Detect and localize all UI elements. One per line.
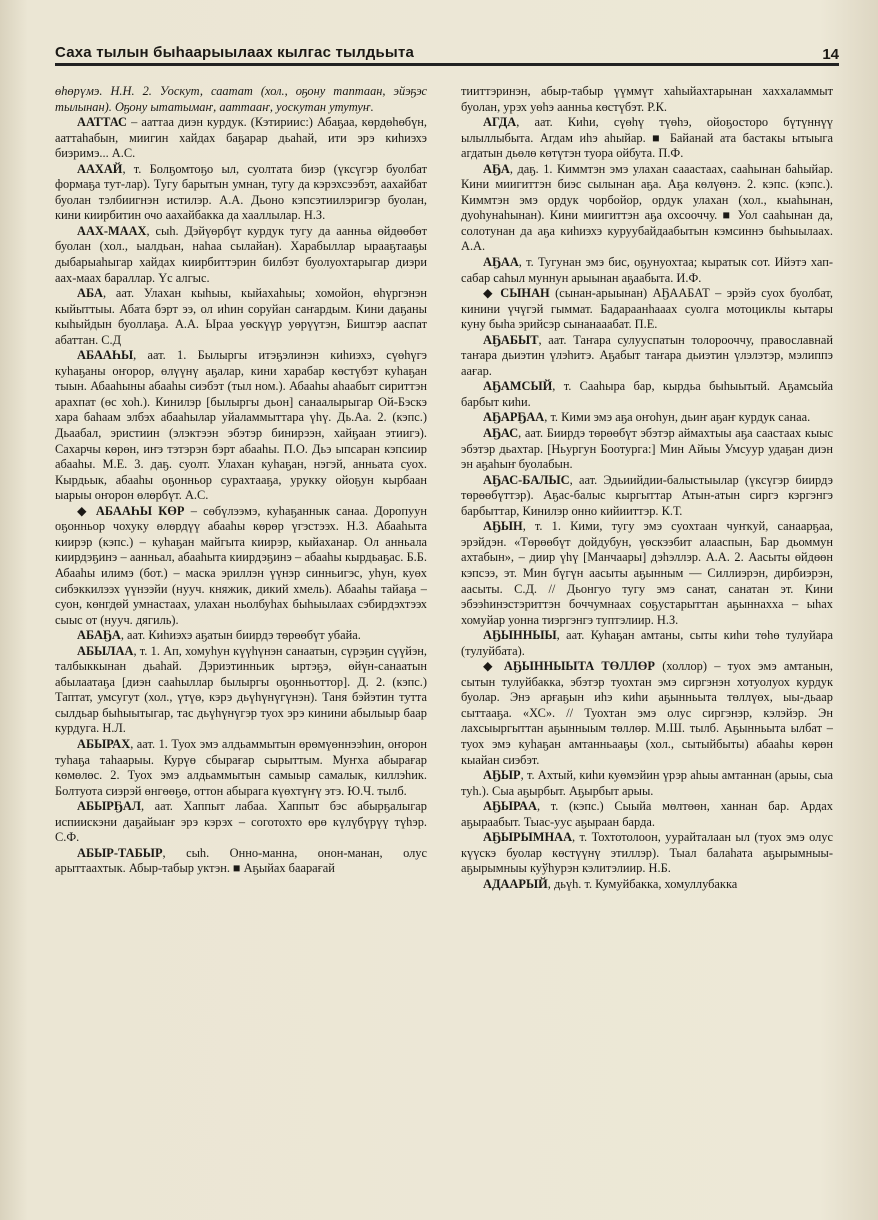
headword: АБААҺЫ (77, 348, 134, 363)
definition-text: , аат. Эдьиийдии-балыстыылар (үксүгэр биирдэ төрөөбүттэр). Аҕас-балыс кыргыттар Атын-атын сиргэ кэргэнгэ барбыттар, Кинилэр онно кийииттэр. К.Т. (461, 472, 833, 518)
headword: АҔАС-БАЛЫС (483, 472, 570, 487)
headword: ◆ АБААҺЫ КӨР (77, 503, 185, 518)
dictionary-entry (55, 628, 427, 644)
dictionary-entry (55, 846, 427, 877)
headword: АҔАБЫТ (483, 332, 539, 347)
definition-text: (холлор) – туох эмэ амтанын, сытын тулуйбакка, эбэтэр туохтан эмэ сиргэнэн хотуолуох курдук буолар. Энэ арғаҕын иһэ киһи аҕынньыта төллүөх, ыы-дьаар сыттааҕа. «ХС». // Туохтан эмэ олус сиргэнэр, кэлэйэр. Эн лахсыыргыттан аҕынныым төллөр. М.Ш. тылб. Аҕынньыта ылбат – туох эмэ куһаҕан амтанньааҕы (хол., сытыйбыты) абааһы көрөн кыайан сиэбэт. (461, 659, 833, 767)
definition-text: , т. Тохтотолоон, уурайталаан ыл (туох эмэ олус күүскэ буолар көстүүнү этиллэр). Тыал балаһата аҕырымныы-аҕырымныы куўһурэн кэлитэлиир. Н.Б. (461, 830, 833, 876)
definition-text: , аат. Улахан кыһыы, кыйахаһыы; хомойон, өһүргэнэн кыйыттыы. Абата бэрт ээ, ол иһин соруйан саҥардым. Кини даҕаны кыһыйдын буоллаҕа. А.А. Ыраа уөскүүр уөрүүтэн, Биштэр ааспат абаттан. С.Д (55, 286, 427, 347)
headword: АҔА (483, 161, 510, 176)
dictionary-entry (55, 799, 427, 846)
definition-text: , т. Ахтый, киһи куөмэйин үрэр аһыы амтаннан (арыы, сыа туһ.). Сыа аҕырбыт. Аҕырбыт арыы. (461, 768, 833, 798)
dictionary-entry (461, 877, 833, 893)
headword: АҔЫННЫЫ (483, 628, 557, 643)
page-header (55, 42, 839, 66)
dictionary-entry (55, 348, 427, 503)
definition-text: , аат. 1. Туох эмэ алдьаммытын өрөмүөннээһин, оҥорон туһаҕа таһаарыы. Курүө сбырағар сырыттым. Муҥха абырағар көмөлөс. 2. Туох эмэ алдьаммытын самыыр самалык, киллэһик. Болтуота сиэрэй өнгөөҕө, оттон абырага күөхтүҥү этэ. Ю.Ч. тылб. (55, 736, 427, 798)
dictionary-entry (461, 162, 833, 255)
dictionary-entry (55, 162, 427, 224)
headword: АБЫРҔАЛ (77, 799, 141, 814)
headword: АҔАА (483, 255, 519, 270)
dictionary-entry (461, 115, 833, 162)
headword: ААТТАС (77, 115, 127, 130)
dictionary-entry (461, 628, 833, 659)
definition-text: , аат. Хаппыт лабаа. Хаппыт бэс абырҕалыгар испиискэни даҕайыаҥ эрэ кэрэх – соготохто өрө күлүбүрүү түһэр. С.Ф. (55, 799, 427, 845)
dictionary-entry (461, 410, 833, 426)
dictionary-entry (461, 426, 833, 473)
dictionary-entry (55, 84, 427, 115)
headword: АҔАРҔАА (483, 410, 545, 425)
dictionary-entry (55, 644, 427, 737)
dictionary-entry (55, 115, 427, 162)
definition-text: , сыһ. Дэйүөрбүт курдук тугу да аанньа өйдөөбөт буолан (хол., ыалдьан, наһаа сылайан). Харабыллар ырааҕтааҕы дыбарыаһыгар хайдах киирбиттэрин билбэт буолуохтарыгар диэри аах-маах бараллар. Үс алгыс. (55, 223, 427, 285)
headword: АБЫР-ТАБЫР (77, 845, 163, 860)
dictionary-entry (461, 768, 833, 799)
definition-text: , аат. Таҥара сулууспатын толорооччу, православнай таҥара дьиэтин үлэһитэ. Аҕабыт таҥара дьиэтин үлэлэтэр, мэлиппэ аағар. (461, 332, 833, 378)
headword: АБАҔА (77, 628, 121, 643)
definition-text: – ааттаа диэн курдук. (Кэтириис:) Абаҕаа, көрдөһөбүн, ааттаһабын, миигин хайдах баҕарар дьаһай, ити эрэ киһиэхэ биэримэ... А.С. (55, 115, 427, 161)
dictionary-entry (55, 224, 427, 286)
headword: АҔЫН (483, 519, 523, 534)
dictionary-entry (55, 737, 427, 799)
dictionary-entry (461, 799, 833, 830)
definition-text: , аат. Куһаҕан амтаны, сыты киһи төһө тулуйара (тулуйбата). (461, 628, 833, 658)
headword: АБЫРАХ (77, 736, 131, 751)
definition-text: тииттэринэн, абыр-табыр үүммүт хаһыйахтарынан хаххаламмыт буолан, урэх уөһэ аанньа көстүбэт. Р.К. (461, 84, 833, 114)
definition-text: , аат. 1. Былыргы итэҕэлинэн киһиэхэ, сүөһүгэ куһаҕаны оҥорор, өлүүнү аҕалар, кини харабар көстүбэт куһаҕан тыын. Абааһыны абааһы сиэбэт (тыл ном.). Абааһы аһаабыт сириттэн арахпат (өс хоһ.). Кинилэр [былыргы дьон] санаалырыгар Ой-Бэскэ хара баһаам элбэх абааһылар уйаламмыттара үһү. Дь.Аа. 2. (кэпс.) Дьаабал, эристиин (элэктээн эбэтэр бинирээн, хайҕаан этиигэ). Сахарчы көрөн, иҥэ тэтэрэн бэрт абааһы. П.О. Дьэ ыпсаран кэпсиир абааһы. М.Е. 3. даҕ. суолт. Улахан куһаҕан, нэгэй, анньата суох. Кырдьык, абааһы оҕонньор сурахтааҕа, урукку ойоҕун кырбаан ыарыы оҥорон өлөрбүт. А.С. (55, 348, 427, 503)
right-column (461, 84, 833, 1124)
definition-text: , т. Болҕомтоҕо ыл, суолтата биэр (үксүгэр буолбат формаҕа тут-лар). Тугу барытын умнан, тугу да кэрэхсээбэт, аахайбат буолан тэлбиигнэн истилэр. А.А. Дьоно кэпсэтиилэригэр буолан, кини киирбитин очо аахайбакка да хааллылар. Н.З. (55, 161, 427, 223)
dictionary-entry (55, 286, 427, 348)
running-title: Саха тылын быһаарыылаах кылгас тылдьыта (55, 44, 415, 61)
headword: АДААРЫЙ (483, 876, 548, 891)
definition-text: , аат. Киһи, сүөһү түөһэ, ойоҕосторо бүтүннүү ылыллыбыта. Агдам иһэ аһыйар. ■ Байанай ата бастакы ытыыга агдатын дьөлө көтүтэн туора ойбута. П.Ф. (461, 115, 833, 161)
headword: ААХ-МААХ (77, 223, 147, 238)
dictionary-entry (461, 333, 833, 380)
headword: АҔЫР (483, 768, 521, 783)
dictionary-entry (55, 504, 427, 628)
headword: АҔАМСЫЙ (483, 379, 553, 394)
headword: АГДА (483, 115, 517, 130)
definition-text: , дьүһ. т. Кумуйбакка, хомуллубакка (547, 876, 738, 891)
headword: ◆ СЫНАН (483, 286, 550, 301)
headword: АҔАС (483, 426, 519, 441)
definition-text: (сынан-арыынан) АҔААБАТ – эрэйэ суох буолбат, кинини үчүгэй гыммат. Бадараанһааах суолга мотоциклы кытары куну быһа эрийсэр сынанааабат. П.Е. (461, 286, 833, 332)
dictionary-entry (461, 830, 833, 877)
definition-text: – сөбүлээмэ, куһаҕаннык санаа. Доропуун оҕонньор чохуку өлөрдүү абааһы көрөр үгэстээх. Н.З. Абааһыта киирэр (кэпс.) – куһаҕан майгыта киирэр, кыйаханар. Ол анньала киирдэҕинэ – аанньал, абааһыта киирдэҕинэ – абааһы кырдьаҕас. Б.Б. Абааһы илимэ (бот.) – маска эриллэн үүнэр синньигэс, уһун, куөх сибэккилээх үүнээйи (нууч. княжик, дикий хмель). Абааһы тайаҕа – суон, көнгдөй умнастаах, улахан ньолбуһах быһыылаах сэбирдэхтээх сыыс от (нууч. дягиль). (55, 503, 427, 627)
definition-text: , т. Кими эмэ аҕа оҥоһун, дьиҥ аҕаҥ курдук санаа. (544, 410, 811, 425)
dictionary-entry (461, 255, 833, 286)
headword: АБЫЛАА (77, 643, 134, 658)
page-number: 14 (822, 46, 839, 63)
definition-text: , т. Сааһыра бар, кырдьа быһыытый. Аҕамсыйа барбыт киһи. (461, 379, 833, 409)
dictionary-entry (461, 84, 833, 115)
definition-text: , сыһ. Онно-манна, онон-манан, олус арыттаахтык. Абыр-табыр уктэн. ■ Аҕыйах баарағай (55, 845, 427, 876)
example-text: өһөрүмэ. Н.Н. 2. Уоскут, саатат (хол., оҕону таптаан, эйэҕэс тылынан). Оҕону ытатымаҥ, ааттааҥ, уоскутан утутуҥ. (55, 84, 427, 114)
headword: АБА (77, 286, 103, 301)
headword: АҔЫРАА (483, 799, 537, 814)
definition-text: , т. (кэпс.) Сыыйа мөлтөөн, ханнан бар. Ардах аҕыраабыт. Тыас-уус аҕыраан барда. (461, 799, 833, 829)
definition-text: , т. 1. Ап, хомуһун күүһүнэн санаатын, сүрэҕин сүүйэн, талбыккынан дьаһай. Дэриэтинньик ыртэҕэ, өйүн-санаатын абылаатаҕа [диэн сааһыллар былыргы оҕонньоттор]. Д. 2. (кэпс.) Таптат, умсугут (хол., үтүө, кэрэ дьүһүнүгүнэн). Таня бэйэтин тутта сылдьар быһыытыгар, тас дьүһүнүгэр туох эрэ кинини абылыыр баар курдуга. Н.Л. (55, 643, 427, 736)
left-column (55, 84, 427, 1124)
dictionary-entry (461, 379, 833, 410)
headword: ◆ АҔЫННЫЫТА ТӨЛЛӨР (483, 659, 655, 674)
dictionary-entry (461, 659, 833, 768)
dictionary-entry (461, 519, 833, 628)
headword: ААХАЙ (77, 161, 123, 176)
dictionary-entry (461, 286, 833, 333)
definition-text: , даҕ. 1. Киммтэн эмэ улахан сааастаах, сааһынан баһыйар. Кини миигиттэн биэс сылынан аҕа. Аҕа көлүөнэ. 2. кэпс. (кэпс.). Киммтэн эмэ ордук чорбойор, ордук улахан (хол., кыаһынан, дуоһунаһынан). Кини миигиттэн аҕа охсооччу. ■ Уол сааһынан да, солотунан да аҕа киһиэхэ куруубайдаабытын кэмсиннэ быһыылаах. А.А. (461, 161, 833, 254)
definition-text: , аат. Киһиэхэ аҕатын биирдэ төрөөбүт убайа. (120, 628, 361, 643)
headword: АҔЫРЫМНАА (483, 830, 573, 845)
dictionary-entry (461, 473, 833, 520)
definition-text: , аат. Биирдэ төрөөбүт эбэтэр аймахтыы аҕа саастаах кыыс эбэтэр дьахтар. [Ньургун Боотурга:] Мин Айыы Умсуур удаҕан диэн эн аҕаһыҥ буолабын. (461, 426, 833, 472)
definition-text: , т. Тугунан эмэ бис, оҕунуохтаа; кыратык сот. Ийэтэ хап-сабар саһыл муннун арыынан аҕаабыта. И.Ф. (461, 255, 833, 285)
definition-text: , т. 1. Кими, тугу эмэ суохтаан чуҥкуй, санаарҕаа, эрэйдэн. «Төрөөбүт дойдубун, үөскээбит алааспын, Бар дьоммун ахтабын», – диир үһү [Манчаары] дэһэллэр. А.А. 2. Аасыты өйдөөн кэпсээ, эт. Мин бүгүн аасыты аҕынным — Силлиэрэн, дирбиэрэн, аасыты. С.Д. // Дьонгуо тугу эмэ санат, санатан эт. Кини эбээһинэстэриттэн боччумнаах соҕустарыттан аҕыннахха – ыһах хомуйар уонна тиэргэнгэ туптэлиир. Н.З. (461, 519, 833, 627)
